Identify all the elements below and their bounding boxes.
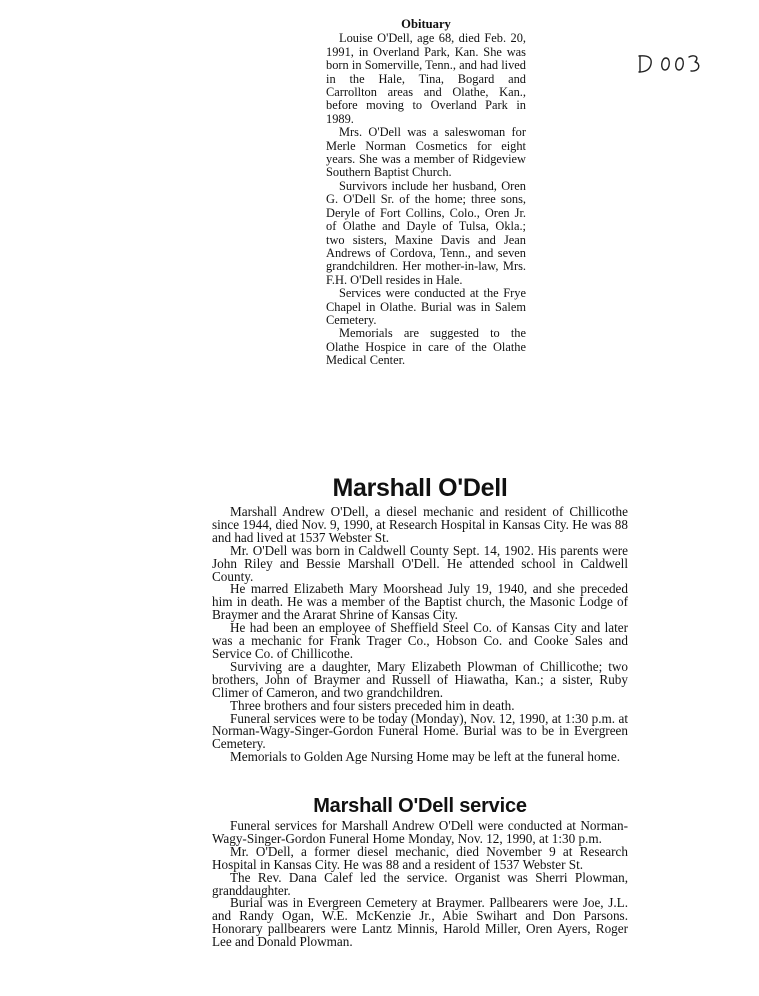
obituary-louise-odell xyxy=(326,18,526,368)
obituary-paragraph: Louise O'Dell, age 68, died Feb. 20, 1991, in Overland Park, Kan. She was born in Somerville, Tenn., and had lived in the Hale, Tina, Bogard and Carrollton areas and Olathe, Kan., before moving to Overland Park in 1989. xyxy=(326,31,526,126)
obituary-paragraph: Mr. O'Dell was born in Caldwell County Sept. 14, 1902. His parents were John Riley and Bessie Marshall O'Dell. He attended school in Caldwell County. xyxy=(212,542,628,584)
obituary-marshall-odell xyxy=(212,474,628,764)
obituary-paragraph: Funeral services were to be today (Monday), Nov. 12, 1990, at 1:30 p.m. at Norman-Wagy-Singer-Gordon Funeral Home. Burial was to be in Evergreen Cemetery. xyxy=(212,710,628,752)
service-paragraph: Funeral services for Marshall Andrew O'Dell were conducted at Norman-Wagy-Singer-Gordon Funeral Home Monday, Nov. 12, 1990, at 1:30 p.m. xyxy=(212,818,628,846)
obituary-paragraph: Memorials to Golden Age Nursing Home may be left at the funeral home. xyxy=(230,749,621,765)
obituary-headline: Marshall O'Dell xyxy=(332,474,508,502)
service-paragraph: The Rev. Dana Calef led the service. Organist was Sherri Plowman, granddaughter. xyxy=(212,869,628,898)
service-paragraph: Mr. O'Dell, a former diesel mechanic, died November 9 at Research Hospital in Kansas City. He was 88 and a resident of 1537 Webster St. xyxy=(212,843,628,872)
obituary-marshall-odell-service xyxy=(212,794,628,949)
obituary-paragraph: Mrs. O'Dell was a saleswoman for Merle Norman Cosmetics for eight years. She was a member of Ridgeview Southern Baptist Church. xyxy=(326,125,526,180)
service-paragraph: Burial was in Evergreen Cemetery at Braymer. Pallbearers were Joe, J.L. and Randy Ogan, W.E. McKenzie Jr., Abie Swihart and Don Parsons. Honorary pallbearers were Lantz Minnis, Harold Miller, Oren Ayers, Roger Lee and Donald Plowman. xyxy=(212,895,628,950)
obituary-heading: Obituary xyxy=(401,17,451,31)
obituary-paragraph: Services were conducted at the Frye Chapel in Olathe. Burial was in Salem Cemetery. xyxy=(326,286,526,327)
obituary-paragraph: He marred Elizabeth Mary Moorshead July 19, 1940, and she preceded him in death. He was a member of the Baptist church, the Masonic Lodge of Braymer and the Ararat Shrine of Kansas City. xyxy=(212,581,628,623)
obituary-paragraph: Marshall Andrew O'Dell, a diesel mechanic and resident of Chillicothe since 1944, died Nov. 9, 1990, at Research Hospital in Kansas City. He was 88 and had lived at 1537 Webster St. xyxy=(212,504,628,545)
obituary-paragraph: Memorials are suggested to the Olathe Hospice in care of the Olathe Medical Center. xyxy=(326,326,526,368)
obituary-paragraph: He had been an employee of Sheffield Steel Co. of Kansas City and later was a mechanic for Frank Trager Co., Hobson Co. and Cooke Sales and Service Co. of Chillicothe. xyxy=(212,620,628,661)
handwritten-archive-mark xyxy=(636,50,708,76)
obituary-paragraph: Three brothers and four sisters preceded him in death. xyxy=(230,697,515,713)
service-headline: Marshall O'Dell service xyxy=(313,795,527,817)
obituary-paragraph: Surviving are a daughter, Mary Elizabeth Plowman of Chillicothe; two brothers, John of Braymer and Russell of Hiawatha, Kan.; a sister, Ruby Climer of Cameron, and two grandchildren. xyxy=(212,658,628,700)
obituary-paragraph: Survivors include her husband, Oren G. O'Dell Sr. of the home; three sons, Deryle of Fort Collins, Colo., Oren Jr. of Olathe and Dayle of Tulsa, Okla.; two sisters, Maxine Davis and Jean Andrews of Cordova, Tenn., and seven grandchildren. Her mother-in-law, Mrs. F.H. O'Dell resides in Hale. xyxy=(326,178,526,287)
